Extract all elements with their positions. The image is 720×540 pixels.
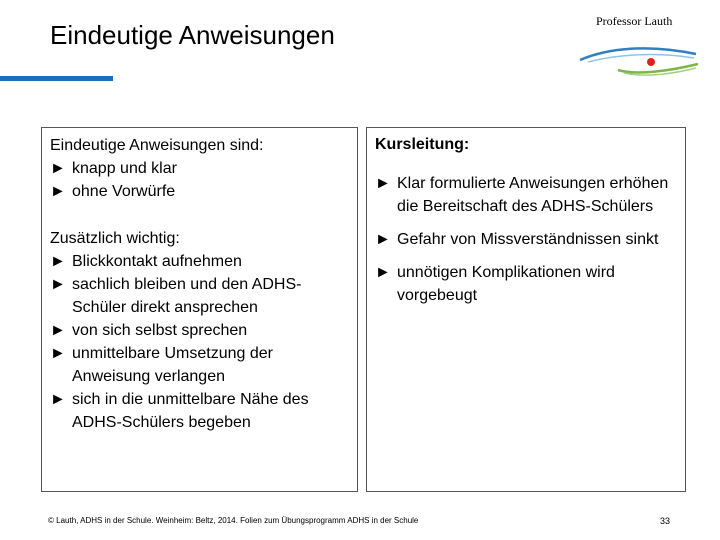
bullet-arrow-icon: ►: [50, 276, 66, 293]
bullet-arrow-icon: ►: [50, 391, 66, 408]
bullet-arrow-icon: ►: [50, 345, 66, 362]
list-item: ► sich in die unmittelbare Nähe des ADHS-Schülers begeben: [50, 388, 349, 434]
logo-swoosh-icon: [578, 40, 702, 78]
bullet-arrow-icon: ►: [375, 231, 391, 248]
page-number: 33: [660, 516, 671, 526]
bullet-arrow-icon: ►: [375, 264, 391, 281]
bullet-arrow-icon: ►: [50, 160, 66, 177]
bullet-arrow-icon: ►: [375, 175, 391, 192]
bullet-arrow-icon: ►: [50, 183, 66, 200]
list-item: ► knapp und klar: [50, 157, 349, 180]
page-title: Eindeutige Anweisungen: [50, 20, 335, 50]
right-heading: Kursleitung:: [375, 136, 470, 153]
left-content-box: [41, 127, 358, 492]
list-item: ► Gefahr von Missverständnissen sinkt: [375, 228, 677, 251]
title-accent-bar: [0, 76, 113, 81]
list-item: ► sachlich bleiben und den ADHS-Schüler direkt ansprechen: [50, 273, 349, 319]
list-item: ► von sich selbst sprechen: [50, 319, 349, 342]
list-item: ► Klar formulierte Anweisungen erhöhen die Bereitschaft des ADHS-Schülers: [375, 172, 677, 218]
bullet-arrow-icon: ►: [50, 322, 66, 339]
bullet-arrow-icon: ►: [50, 253, 66, 270]
left-heading-2: Zusätzlich wichtig:: [50, 230, 180, 247]
list-item: ► Blickkontakt aufnehmen: [50, 250, 349, 273]
list-item: ► unnötigen Komplikationen wird vorgebeugt: [375, 261, 677, 307]
list-item: ► ohne Vorwürfe: [50, 180, 349, 203]
left-heading-1: Eindeutige Anweisungen sind:: [50, 137, 264, 154]
footer-citation: © Lauth, ADHS in der Schule. Weinheim: Beltz, 2014. Folien zum Übungsprogramm ADHS in der Schule: [48, 516, 419, 525]
right-content-box: [366, 127, 686, 492]
list-item: ► unmittelbare Umsetzung der Anweisung verlangen: [50, 342, 349, 388]
brand-text: Professor Lauth: [596, 14, 673, 28]
